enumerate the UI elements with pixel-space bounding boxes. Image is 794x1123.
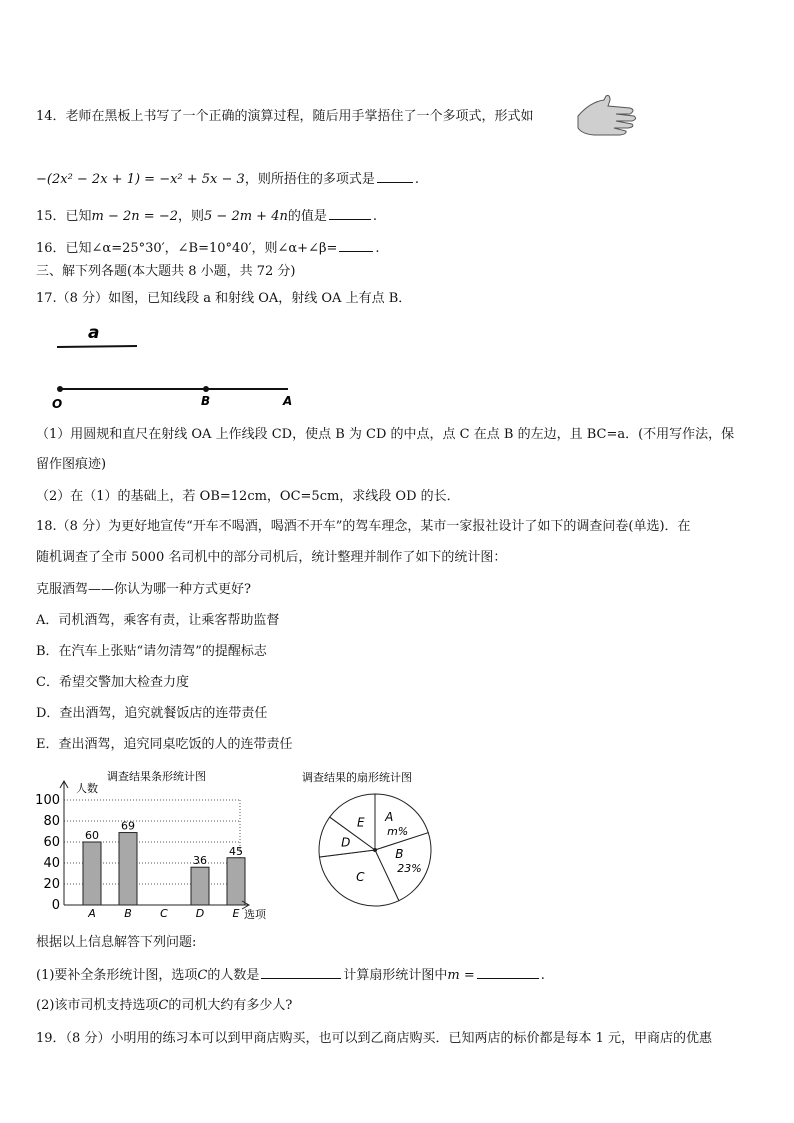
- pie-value-B: 23%: [397, 862, 422, 876]
- label-a: A: [283, 394, 293, 408]
- point-o: [57, 386, 63, 392]
- q18-subq1: [36, 966, 545, 985]
- q16-end: .: [375, 241, 380, 256]
- bar-label-B: 69: [121, 819, 135, 833]
- q18-subq1-blank2: [477, 966, 539, 979]
- ytick-40: 40: [43, 856, 60, 871]
- pie-value-A: m%: [387, 825, 409, 839]
- q17-part2: （2）在（1）的基础上，若 OB=12cm，OC=5cm，求线段 OD 的长．: [36, 489, 460, 504]
- q18-subq1-m: m =: [447, 968, 475, 983]
- q18-subq2: [36, 997, 292, 1015]
- point-b: [203, 386, 209, 392]
- bar-chart-xlabel: 选项: [244, 908, 266, 921]
- q16-answer-blank: [339, 239, 373, 252]
- q18-subq2-text-b: 的司机大约有多少人?: [168, 998, 293, 1013]
- q14-answer-blank: [377, 170, 413, 183]
- hand-icon: [572, 94, 640, 142]
- label-o: O: [52, 397, 63, 411]
- bar-chart: [32, 764, 282, 924]
- pie-label-A: A: [385, 810, 394, 825]
- bar-chart-yticks: [35, 793, 60, 913]
- pie-label-B: B: [395, 847, 404, 862]
- option-e: E．查出酒驾，追究同桌吃饭的人的连带责任: [36, 737, 293, 752]
- q14-end: .: [414, 172, 419, 187]
- q16-text: 16．已知∠α=25°30′，∠B=10°40′，则∠α+∠β=: [36, 241, 338, 256]
- pie-chart-title: 调查结果的扇形统计图: [302, 771, 412, 784]
- q17-part1-line1: （1）用圆规和直尺在射线 OA 上作线段 CD，使点 B 为 CD 的中点，点 C 在点 B 的左边，且 BC=a．(不用写作法，保: [36, 427, 735, 442]
- q15-end: .: [372, 209, 377, 224]
- segment-a: [57, 346, 137, 347]
- bar-label-A: 60: [85, 829, 99, 842]
- q18-subq1-end: .: [540, 968, 545, 983]
- q15-condition: m − 2n = −2: [91, 209, 178, 224]
- bar-label-D: 36: [193, 854, 207, 868]
- bar-D: [191, 867, 209, 905]
- pie-label-E: E: [357, 815, 365, 830]
- option-d: D．查出酒驾，追究就餐饭店的连带责任: [36, 706, 268, 721]
- xtick-C: C: [160, 907, 168, 920]
- bar-E: [227, 858, 245, 905]
- section-3-heading: 三、解下列各题(本大题共 8 小题，共 72 分): [36, 264, 296, 279]
- q17-figure: [40, 318, 320, 412]
- q17-part1-line2: 留作图痕迹): [36, 457, 107, 472]
- q15-line: [36, 207, 377, 226]
- q14-tail: ，则所捂住的多项式是: [244, 172, 375, 187]
- bar-B: [119, 833, 137, 905]
- q15-prefix: 15．已知: [36, 209, 92, 224]
- q14-line1: [36, 108, 534, 126]
- q16-line: [36, 239, 380, 258]
- q18-stem-line1: 18.（8 分）为更好地宣传“开车不喝酒，喝酒不开车”的驾车理念，某市一家报社设计了如下的调查问卷(单选)．在: [36, 519, 691, 534]
- q15-answer-blank: [329, 207, 371, 220]
- bar-chart-ylabel: 人数: [76, 782, 98, 795]
- q15-expression: 5 − 2m + 4n: [204, 209, 288, 224]
- xtick-E: E: [232, 907, 240, 920]
- q18-stem-line2: 随机调查了全市 5000 名司机中的部分司机后，统计整理并制作了如下的统计图：: [36, 550, 507, 565]
- label-b: B: [201, 394, 211, 408]
- q14-line2: [36, 170, 419, 189]
- ytick-0: 0: [51, 898, 60, 913]
- q19-line: 19．（8 分）小明用的练习本可以到甲商店购买，也可以到乙商店购买．已知两店的标价都是每本 1 元，甲商店的优惠: [36, 1031, 712, 1046]
- xtick-B: B: [124, 907, 132, 920]
- option-c: C．希望交警加大检查力度: [36, 675, 189, 690]
- q18-subq1-blank1: [261, 966, 341, 979]
- q18-after: 根据以上信息解答下列问题:: [36, 935, 197, 950]
- q14-equation: −(2x² − 2x + 1) = −x² + 5x − 3: [36, 172, 245, 187]
- bar-label-E: 45: [229, 844, 243, 858]
- q15-mid: ，则: [178, 209, 205, 224]
- q18-subq2-option-c: C: [158, 998, 169, 1013]
- segment-a-label: a: [88, 323, 100, 343]
- bar-chart-bars: [83, 820, 245, 905]
- pie-chart: [296, 766, 466, 914]
- ytick-20: 20: [43, 877, 60, 892]
- survey-title: 克服酒驾——你认为哪一种方式更好?: [36, 582, 251, 597]
- pie-label-D: D: [341, 835, 351, 850]
- bar-chart-title: 调查结果条形统计图: [107, 770, 206, 783]
- q14-text: 14．老师在黑板上书写了一个正确的演算过程，随后用手掌捂住了一个多项式，形式如: [36, 109, 534, 124]
- ytick-80: 80: [43, 814, 60, 829]
- q18-subq1-option-c: C: [197, 968, 208, 983]
- xtick-D: D: [195, 907, 205, 920]
- bar-A: [83, 842, 101, 905]
- ytick-100: 100: [35, 793, 60, 808]
- q18-subq2-text-a: (2)该市司机支持选项: [36, 998, 159, 1013]
- option-a: A．司机酒驾，乘客有责，让乘客帮助监督: [36, 613, 280, 628]
- pie-chart-slices: [319, 794, 431, 906]
- q15-tail: 的值是: [287, 209, 327, 224]
- ytick-60: 60: [43, 835, 60, 850]
- pie-label-C: C: [356, 869, 365, 884]
- pie-center: [373, 848, 377, 852]
- xtick-A: A: [88, 907, 96, 920]
- option-b: B．在汽车上张贴“请勿清驾”的提醒标志: [36, 644, 267, 659]
- q17-stem: 17.（8 分）如图，已知线段 a 和射线 OA，射线 OA 上有点 B．: [36, 291, 412, 306]
- q18-subq1-text-d: 计算扇形统计图中: [343, 968, 448, 983]
- bar-chart-xticks: [87, 907, 239, 920]
- q18-subq1-text-a: (1)要补全条形统计图，选项: [36, 968, 198, 983]
- q18-subq1-text-b: 的人数是: [207, 968, 260, 983]
